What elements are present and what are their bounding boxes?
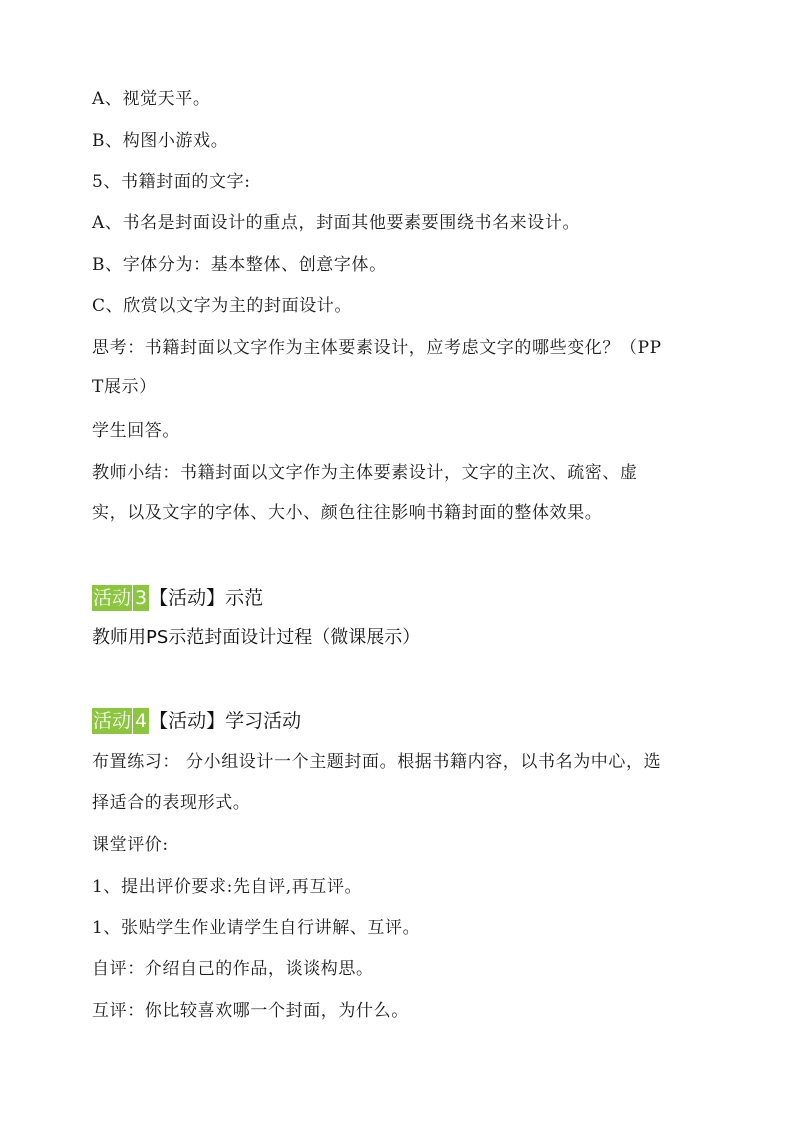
text-line: B、字体分为：基本整体、创意字体。 [92,255,387,275]
text-line: 择适合的表现形式。 [92,793,251,813]
text-line: 思考：书籍封面以文字作为主体要素设计，应考虑文字的哪些变化？（PP [92,338,662,358]
text-line: 课堂评价: [92,835,169,855]
activity-number: 4 [135,710,148,732]
text-line: 实，以及文字的字体、大小、颜色往往影响书籍封面的整体效果。 [92,503,603,523]
activity-number: 3 [135,587,148,609]
activity-tag: 活动 [93,587,132,609]
text-line: C、欣赏以文字为主的封面设计。 [92,296,353,316]
text-line: T展示） [92,377,157,397]
text-line: 自评：介绍自己的作品，谈谈构思。 [92,959,374,979]
text-line: 1、提出评价要求:先自评,再互评。 [92,877,363,897]
activity-3-description: 教师用PS示范封面设计过程（微课展示） [92,627,421,648]
text-line: 布置练习： 分小组设计一个主题封面。根据书籍内容，以书名为中心，选 [92,752,662,772]
text-line: 1、张贴学生作业请学生自行讲解、互评。 [92,918,421,938]
text-line: 教师小结：书籍封面以文字作为主体要素设计，文字的主次、疏密、虚 [92,463,638,483]
text-line: B、构图小游戏。 [92,131,229,151]
text-line: 5、书籍封面的文字: [92,172,251,192]
activity-tag: 活动 [93,710,132,732]
text-line: 互评：你比较喜欢哪一个封面，为什么。 [92,1001,409,1021]
text-line: A、书名是封面设计的重点，封面其他要素要围绕书名来设计。 [92,213,581,233]
activity-title: 【活动】示范 [149,587,264,609]
activity-title: 【活动】学习活动 [149,710,302,732]
text-line: 学生回答。 [92,421,180,441]
activity-4-heading [92,708,301,734]
activity-3-heading [92,585,263,611]
text-line: A、视觉天平。 [92,89,211,109]
